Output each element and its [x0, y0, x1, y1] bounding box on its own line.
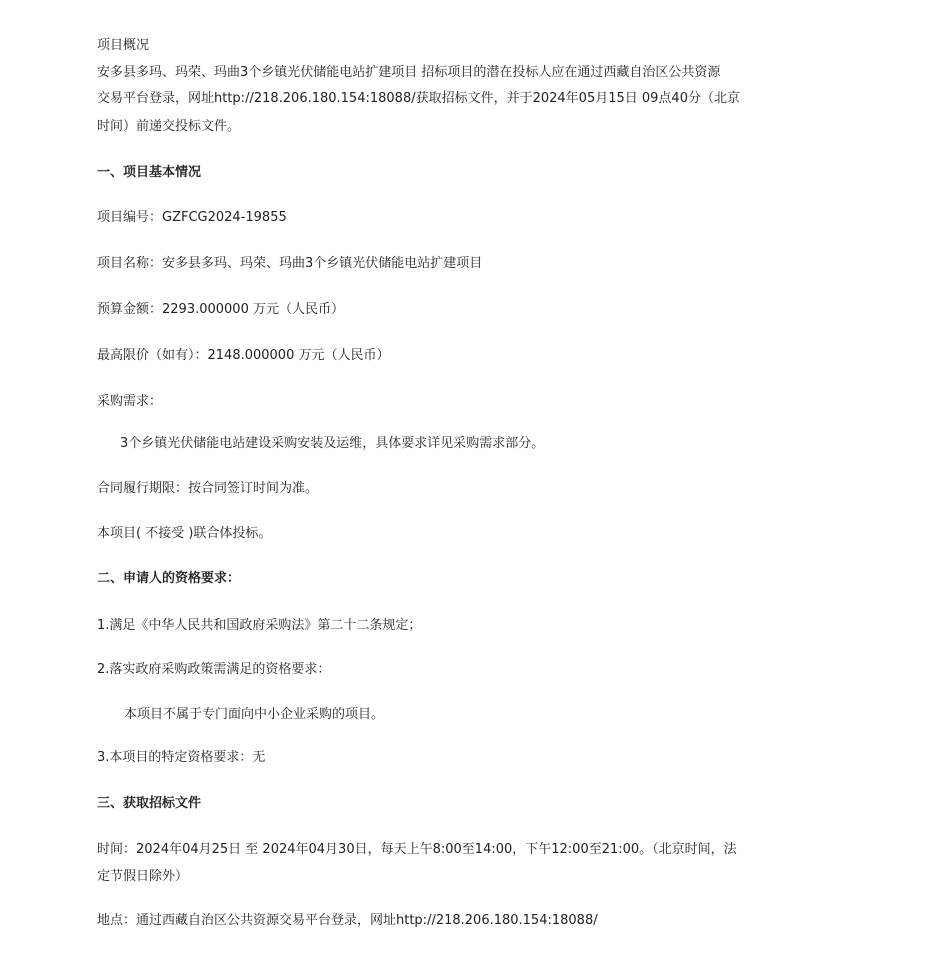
- max-price: 最高限价（如有）：2148.000000 万元（人民币）: [97, 348, 390, 363]
- project-number: 项目编号：GZFCG2024-19855: [97, 210, 287, 225]
- overview-line-3: 时间）前递交投标文件。: [97, 119, 241, 134]
- qualification-item-1: 1.满足《中华人民共和国政府采购法》第二十二条规定；: [97, 618, 422, 633]
- requirement-text: 3个乡镇光伏储能电站建设采购安装及运维，具体要求详见采购需求部分。: [120, 436, 545, 451]
- consortium-note: 本项目( 不接受 )联合体投标。: [97, 526, 272, 541]
- obtain-time-line-1: 时间：2024年04月25日 至 2024年04月30日，每天上午8:00至14:00，下午12:00至21:00。（北京时间，法: [97, 842, 737, 857]
- qualification-item-2: 2.落实政府采购政策需满足的资格要求：: [97, 662, 331, 677]
- qualification-item-2-text: 本项目不属于专门面向中小企业采购的项目。: [124, 707, 385, 722]
- section-3-heading: 三、获取招标文件: [97, 796, 202, 811]
- section-2-heading: 二、申请人的资格要求：: [97, 571, 241, 586]
- qualification-item-3: 3.本项目的特定资格要求：无: [97, 750, 266, 765]
- project-name: 项目名称：安多县多玛、玛荣、玛曲3个乡镇光伏储能电站扩建项目: [97, 256, 483, 271]
- overview-line-1: 安多县多玛、玛荣、玛曲3个乡镇光伏储能电站扩建项目 招标项目的潜在投标人应在通过西藏自治区公共资源: [97, 65, 721, 80]
- overview-line-2: 交易平台登录，网址http://218.206.180.154:18088/获取招标文件，并于2024年05月15日 09点40分（北京: [97, 91, 740, 106]
- requirement-label: 采购需求：: [97, 394, 163, 409]
- obtain-place: 地点：通过西藏自治区公共资源交易平台登录，网址http://218.206.180.154:18088/: [97, 913, 598, 928]
- contract-period: 合同履行期限：按合同签订时间为准。: [97, 481, 319, 496]
- section-1-heading: 一、项目基本情况: [97, 165, 202, 180]
- obtain-time-line-2: 定节假日除外）: [97, 869, 189, 884]
- overview-title: 项目概况: [97, 38, 150, 53]
- budget-amount: 预算金额：2293.000000 万元（人民币）: [97, 302, 344, 317]
